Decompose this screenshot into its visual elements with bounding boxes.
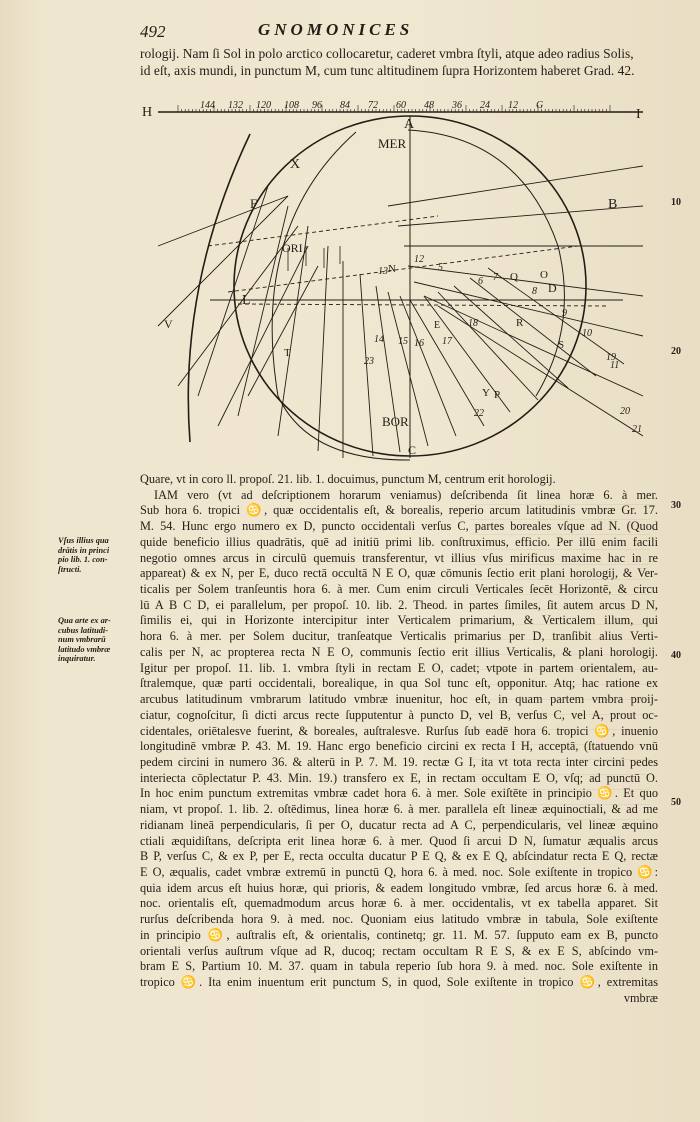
hour-label: 10	[582, 328, 592, 339]
margin-note-line: drātis in princi	[58, 545, 110, 555]
text-line: rologij. Nam ſi Sol in polo arctico collocaretur, caderet vmbra ſtyli, atque adeo radius Solis,	[140, 46, 634, 61]
scale-label: 48	[424, 100, 434, 111]
hour-label: 11	[610, 360, 620, 371]
text-line: E O, æqualis, cadet vmbræ extremū in punctū Q, hora 6. à med. noc. Sole exiſtente in tropico ♋:	[140, 864, 658, 879]
hour-line	[454, 286, 568, 388]
text-line: B P, verſus C, & ex P, per E, recta occulta ducatur P E Q, & ex E Q, abſcindatur recta E Q, rectæ	[140, 849, 658, 864]
running-head: GNOMONICES	[258, 20, 414, 39]
text-line: cidentales, oriētalesve fuerint, & boreales, auſtralesve. Rurſus ſub eadē hora 6. tropici ♋, inuenio	[140, 723, 658, 738]
body-text	[140, 472, 658, 1006]
margin-note-line: Vſus illius qua	[58, 536, 109, 545]
hour-label: 18	[468, 318, 478, 329]
line-number: 40	[671, 650, 681, 661]
text-line: longitudinē vmbræ P. 43. M. 19. Hanc ergo beneficio circini ex recta I H, acceptā, (ſtatuendo vnū	[140, 739, 658, 754]
text-line: hora 6. à mer. per Solem ducitur, tranſeatque Verticalis primarius per D, tranſibit alius Verti-	[140, 629, 658, 644]
hour-line	[158, 196, 288, 326]
text-line: quia idem arcus eſt huius horæ, qui prioris, & eadem longitudo vmbræ, ſed arcus horæ 6. à med.	[140, 880, 658, 895]
margin-note-line: pio lib. 1. con-	[58, 555, 108, 565]
hour-label: 20	[620, 406, 630, 417]
point-label: C	[408, 443, 417, 457]
point-label: A	[404, 117, 415, 132]
text-line: ſtralemque, quæ parti occidentali, borealique, in qua Sol tunc eſt, opponitur. Atq; hac ratione ex	[140, 676, 658, 691]
catchword: vmbræ	[623, 990, 658, 1005]
scale-label: 120	[256, 100, 271, 111]
scale-label: 60	[396, 100, 406, 111]
point-label: O	[540, 269, 548, 281]
hour-label: 22	[474, 408, 484, 419]
occult-line	[238, 304, 608, 306]
scale-label: 12	[508, 100, 518, 111]
hour-label: 5	[438, 262, 443, 273]
hour-label: 16	[414, 338, 424, 349]
hour-label: 8	[532, 286, 537, 297]
text-line: id eſt, axis mundi, in punctum M, cum tunc altitudinem ſupra Horizontem haberet Grad. 42.	[140, 63, 635, 78]
line-number: 20	[671, 346, 681, 357]
line-number: 50	[671, 797, 681, 808]
hour-label: 17	[442, 336, 452, 347]
hour-line	[158, 196, 288, 246]
point-label: X	[290, 157, 301, 172]
text-line: lū A B C D, ei parallelum, per propoſ. 10. lib. 2. Theod. in partes ſimiles, ſit autem arcus D N,	[140, 597, 658, 612]
text-line: pedem circini in numero 36. & alterū in P. 7. M. 19. rectæ G I, ita vt tota recta inter circini pedes	[140, 754, 658, 769]
point-label: N	[388, 263, 396, 275]
hour-line	[408, 266, 643, 296]
point-label: R	[516, 317, 524, 329]
scale-label: 84	[340, 100, 350, 111]
text-line: Igitur per propoſ. 11. lib. 1. vmbra ſtyli in rectam E O, cadet; vtpote in partem orientalem, au-	[140, 660, 658, 675]
text-line: bram E S, Partium 10. M. 37. quam in tabula reperio ſub hora 9. à med. noc. Sole exiſtente in	[140, 959, 658, 974]
point-label: V	[164, 317, 173, 331]
hour-label: 7	[493, 272, 498, 283]
text-line: ctiali æquidiſtans, deſcripta erit linea horæ 6. à mer. Quod ſi arcui D N, ſumatur æqualis arcus	[140, 833, 658, 848]
text-line: In hoc enim punctum extremitas vmbræ cadet hora 6. à mer. Sole exiſtēte in principio ♋. Et quo	[140, 786, 658, 801]
gnomonic-diagram	[138, 96, 668, 468]
text-line: noc. orientalis eſt, quemadmodum arcus horæ 6. à mer. occidentalis, vt ex tabella apparet. Sit	[140, 896, 658, 911]
hour-line	[438, 292, 538, 400]
hour-line	[414, 282, 643, 336]
point-label: F	[250, 196, 258, 211]
margin-note	[58, 616, 138, 664]
text-line: calis per N, ac propterea recta N E O, communis ſectio erit illius Verticalis, & plani horologij.	[140, 644, 658, 659]
text-line: Sub hora 6. tropici ♋, quæ occidentalis eſt, & borealis, reperio arcum latitudinis vmbræ Gr. 17.	[140, 503, 658, 518]
text-line: ticalis per Solem tranſeuntis hora 6. à mer. Cum enim circuli Verticales ſecēt Horizontē, & circu	[140, 582, 658, 597]
scale-label: 24	[480, 100, 490, 111]
point-label: L	[242, 293, 251, 308]
margin-note	[58, 536, 138, 574]
text-line: rurſus deſcribenda hora 9. à med. noc. Quoniam eius latitudo vmbræ in tabula, Sole exiſtente	[140, 912, 658, 927]
text-line: ridianam lineā perpendicularis, ſi per O, ducatur recta ad A C, perpendicularis, vel lineæ æquino	[140, 817, 658, 832]
hour-line	[424, 296, 643, 396]
text-line: interiecta cōplectatur P. 43. Min. 19.) transfero ex E, in rectam occultam E O, vſq; ad punctū O.	[140, 770, 658, 785]
point-label: ORI	[282, 241, 303, 255]
scale-label: 132	[228, 100, 243, 111]
text-line: Quare, vt in coro ll. propoſ. 21. lib. 1. docuimus, punctum M, centrum erit horologij.	[140, 472, 556, 486]
hour-label: 19	[606, 352, 616, 363]
text-line: ciatur, cognoſcitur, ſi dicti arcus recte ſupputentur à puncto D, vel B, verſus C, vel A, prout oc-	[140, 707, 658, 722]
hour-label: 13	[378, 266, 388, 277]
text-line: negotio omnes arcus in circulū quemuis transferentur, vt illius vſus mirificus maxime hac in re	[140, 550, 658, 565]
scale-label: 36	[452, 100, 462, 111]
point-label: E	[434, 320, 441, 331]
line-number: 10	[671, 197, 681, 208]
margin-note-line: ſtructi.	[58, 564, 82, 574]
scale-label: 108	[284, 100, 299, 111]
point-label: P	[494, 389, 501, 401]
text-line: tropico ♋. Ita enim inuentum erit punctum S, in quod, Sole exiſtente in tropico ♋, extremitas	[140, 975, 658, 989]
text-line: ſimilis ei, qui in Horizonte intercipitur inter Verticalem primarium, & Verticalem illum, qui	[140, 613, 658, 628]
hour-line	[388, 166, 643, 206]
margin-note-line: latitudo vmbræ	[58, 644, 111, 654]
text-line: in principio ♋, auſtralis eſt, & orientalis, continetq; gr. 11. M. 57. ſupputo eam ex B, puncto	[140, 927, 658, 942]
hour-label: 21	[632, 424, 642, 435]
hour-label: 6	[478, 276, 483, 287]
margin-note-line: Qua arte ex ar-	[58, 616, 111, 625]
text-line: M. 54. Hunc ergo numero ex D, puncto occidentali verſus C, partes boreales vſque ad N. (Quod	[140, 519, 658, 534]
point-label: Q	[510, 271, 518, 283]
text-line: appareat) & ex N, per E, duco rectā occultā N E O, quæ cōmunis ſectio erit plani horologij, & Ver-	[140, 566, 658, 581]
hour-line	[238, 206, 288, 416]
page-header	[0, 20, 700, 44]
point-label: T	[284, 347, 291, 359]
scale-label: 144	[200, 100, 215, 111]
point-label: Y	[482, 387, 490, 399]
point-label: BOR	[382, 414, 409, 429]
hour-label: 15	[398, 336, 408, 347]
page-number: 492	[140, 22, 166, 41]
text-line: niam, vt propoſ. 1. lib. 2. oſtēdimus, linea horæ 6. à mer. parallela eſt lineæ æquinoctiali, & ad me	[140, 802, 658, 817]
occult-line	[228, 246, 578, 292]
text-line: orientali verſus auſtrum vſque ad R, ducoq; rectam occultam R E S, & ex E S, abſcindo vm-	[140, 943, 658, 958]
tropic-curve-right	[408, 130, 564, 396]
margin-note-line: inquiratur.	[58, 654, 96, 664]
point-label: MER	[378, 136, 407, 151]
text-line: IAM vero (vt ad deſcriptionem horarum veniamus) deſcribenda ſit linea horæ 6. à mer.	[154, 487, 658, 502]
hour-label: 23	[364, 356, 374, 367]
text-line: quide beneficio illius quadrātis, quē ad initiū primi lib. conſtruximus, efficio. Per illū enim facili	[140, 534, 658, 549]
scale-label: I	[636, 107, 641, 122]
point-label: D	[548, 281, 557, 295]
scale-label: H	[142, 105, 153, 120]
scale-label: 72	[368, 100, 378, 111]
scale-label: G	[536, 100, 544, 111]
scale-label: 96	[312, 100, 322, 111]
line-number: 30	[671, 500, 681, 511]
text-line: arcubus latitudinum vmbrarum latitudo vmbræ inuenitur, hoc eſt, in quam partem vmbra proij-	[140, 692, 658, 707]
hour-label: 14	[374, 334, 384, 345]
hour-label: 12	[414, 254, 424, 265]
tropic-curve-left	[188, 134, 250, 442]
point-label: B	[608, 197, 618, 212]
hour-line	[318, 246, 328, 451]
margin-note-line: num vmbrarū	[58, 635, 106, 645]
point-label: S	[558, 339, 565, 351]
hour-label: 9	[562, 308, 567, 319]
hour-line	[398, 206, 643, 226]
margin-note-line: cubus latitudi-	[58, 625, 109, 635]
